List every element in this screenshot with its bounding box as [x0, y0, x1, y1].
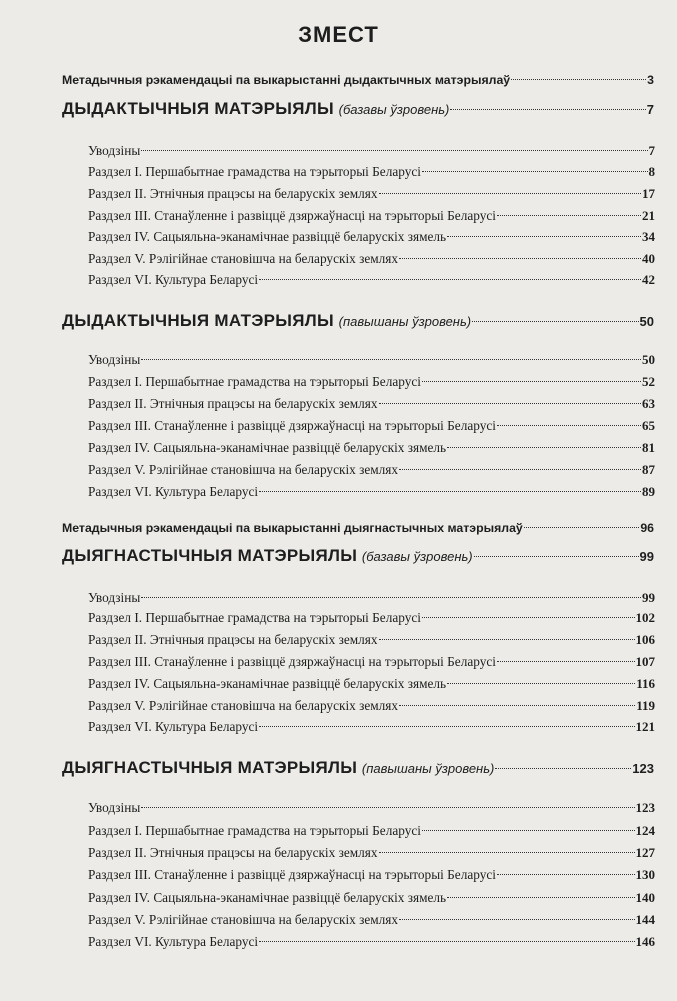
toc-entry-label: Раздзел III. Станаўленне і развіццё дзяржаўнасці на тэрыторыі Беларусі	[88, 867, 496, 882]
section-level: (базавы ўзровень)	[338, 102, 450, 117]
dot-leader	[399, 705, 635, 706]
toc-item[interactable]	[88, 934, 655, 950]
toc-page-number: 7	[646, 102, 654, 117]
toc-page-number: 106	[635, 632, 655, 647]
toc-item[interactable]	[88, 890, 655, 906]
toc-page-number: 124	[635, 823, 655, 838]
toc-page-number: 3	[647, 73, 654, 87]
toc-section-heading[interactable]	[62, 99, 654, 119]
toc-entry-label: Раздзел II. Этнічныя працэсы на беларускіх землях	[88, 845, 378, 860]
toc-item[interactable]	[88, 698, 655, 714]
dot-leader	[422, 830, 635, 831]
dot-leader	[399, 258, 641, 259]
toc-entry-label: Раздзел I. Першабытнае грамадства на тэрыторыі Беларусі	[88, 164, 421, 179]
toc-page-number: 123	[635, 800, 655, 815]
toc-entry-label: Раздзел VI. Культура Беларусі	[88, 934, 259, 949]
dot-leader	[497, 215, 641, 216]
toc-item[interactable]	[88, 632, 655, 648]
toc-section-heading[interactable]	[62, 758, 654, 778]
toc-page-number: 102	[635, 610, 655, 625]
toc-page-number: 130	[635, 867, 655, 882]
dot-leader	[447, 447, 641, 448]
section-heading-label	[62, 311, 471, 331]
dot-leader	[379, 639, 635, 640]
toc-page-number: 65	[642, 418, 655, 433]
toc-item[interactable]	[88, 418, 655, 434]
toc-item[interactable]	[88, 654, 655, 670]
dot-leader	[472, 321, 638, 322]
toc-item[interactable]	[88, 396, 655, 412]
toc-page-number: 7	[648, 143, 655, 158]
toc-entry-label: Раздзел III. Станаўленне і развіццё дзяржаўнасці на тэрыторыі Беларусі	[88, 208, 496, 223]
toc-entry-label: Раздзел V. Рэлігійнае становішча на беларускіх землях	[88, 462, 399, 477]
toc-item[interactable]	[88, 143, 655, 159]
dot-leader	[141, 150, 647, 151]
toc-entry-label: Раздзел IV. Сацыяльна-эканамічнае развіццё беларускіх зямель	[88, 890, 447, 905]
section-level: (павышаны ўзровень)	[338, 314, 472, 329]
section-level: (павышаны ўзровень)	[361, 761, 495, 776]
toc-entry-label: Уводзіны	[88, 143, 141, 158]
dot-leader	[447, 897, 634, 898]
dot-leader	[379, 193, 641, 194]
toc-item[interactable]	[88, 440, 655, 456]
toc-entry-label: Раздзел IV. Сацыяльна-эканамічнае развіццё беларускіх зямель	[88, 440, 447, 455]
toc-item[interactable]	[88, 610, 655, 626]
toc-page-number: 144	[635, 912, 655, 927]
toc-item[interactable]	[88, 208, 655, 224]
toc-entry-label: Метадычныя рэкамендацыі па выкарыстанні дыдактычных матэрыялаў	[62, 73, 511, 87]
toc-entry-label: Раздзел II. Этнічныя працэсы на беларускіх землях	[88, 186, 378, 201]
toc-entry-label: Раздзел V. Рэлігійнае становішча на беларускіх землях	[88, 912, 399, 927]
toc-entry-label: Метадычныя рэкамендацыі па выкарыстанні дыягнастычных матэрыялаў	[62, 521, 523, 535]
section-title: ДЫДАКТЫЧНЫЯ МАТЭРЫЯЛЫ	[62, 99, 334, 118]
section-heading-label	[62, 758, 494, 778]
dot-leader	[447, 236, 641, 237]
dot-leader	[141, 359, 641, 360]
toc-entry-label: Раздзел II. Этнічныя працэсы на беларускіх землях	[88, 632, 378, 647]
toc-entry-label: Раздзел VI. Культура Беларусі	[88, 719, 259, 734]
dot-leader	[497, 425, 641, 426]
toc-entry-label: Раздзел I. Першабытнае грамадства на тэрыторыі Беларусі	[88, 823, 421, 838]
toc-page-number: 87	[642, 462, 655, 477]
toc-entry-label: Уводзіны	[88, 352, 141, 367]
toc-item[interactable]	[88, 251, 655, 267]
toc-page-number: 121	[635, 719, 655, 734]
dot-leader	[259, 726, 634, 727]
toc-item[interactable]	[88, 719, 655, 735]
toc-method-entry[interactable]	[62, 521, 654, 535]
dot-leader	[141, 807, 634, 808]
toc-page-number: 42	[642, 272, 655, 287]
toc-entry-label: Раздзел III. Станаўленне і развіццё дзяржаўнасці на тэрыторыі Беларусі	[88, 418, 496, 433]
toc-item[interactable]	[88, 912, 655, 928]
section-title: ДЫДАКТЫЧНЫЯ МАТЭРЫЯЛЫ	[62, 311, 334, 330]
dot-leader	[497, 661, 635, 662]
toc-page-number: 17	[642, 186, 655, 201]
dot-leader	[399, 469, 641, 470]
toc-method-entry[interactable]	[62, 73, 654, 87]
dot-leader	[511, 79, 646, 80]
toc-item[interactable]	[88, 590, 655, 606]
toc-page-number: 89	[642, 484, 655, 499]
dot-leader	[474, 556, 639, 557]
dot-leader	[259, 279, 641, 280]
toc-item[interactable]	[88, 462, 655, 478]
toc-entry-label: Раздзел I. Першабытнае грамадства на тэрыторыі Беларусі	[88, 610, 421, 625]
toc-entry-label: Раздзел VI. Культура Беларусі	[88, 484, 259, 499]
toc-page-number: 127	[635, 845, 655, 860]
dot-leader	[399, 919, 634, 920]
toc-page-number: 146	[635, 934, 655, 949]
toc-page-number: 40	[642, 251, 655, 266]
toc-page-number: 99	[639, 549, 654, 564]
toc-page-number: 52	[642, 374, 655, 389]
dot-leader	[495, 768, 631, 769]
dot-leader	[524, 527, 640, 528]
toc-page-number: 81	[642, 440, 655, 455]
toc-item[interactable]	[88, 374, 655, 390]
dot-leader	[379, 852, 635, 853]
dot-leader	[447, 683, 635, 684]
toc-entry-label: Раздзел IV. Сацыяльна-эканамічнае развіццё беларускіх зямель	[88, 676, 447, 691]
section-title: ДЫЯГНАСТЫЧНЫЯ МАТЭРЫЯЛЫ	[62, 546, 358, 565]
toc-item[interactable]	[88, 186, 655, 202]
toc-entry-label: Раздзел II. Этнічныя працэсы на беларускіх землях	[88, 396, 378, 411]
toc-page-number: 116	[636, 676, 655, 691]
dot-leader	[422, 171, 648, 172]
dot-leader	[259, 941, 634, 942]
toc-page-number: 21	[642, 208, 655, 223]
toc-entry-label: Раздзел IV. Сацыяльна-эканамічнае развіццё беларускіх зямель	[88, 229, 447, 244]
dot-leader	[379, 403, 641, 404]
toc-entry-label: Раздзел V. Рэлігійнае становішча на беларускіх землях	[88, 698, 399, 713]
toc-entry-label: Раздзел I. Першабытнае грамадства на тэрыторыі Беларусі	[88, 374, 421, 389]
toc-entry-label: Уводзіны	[88, 590, 141, 605]
toc-item[interactable]	[88, 352, 655, 368]
dot-leader	[259, 491, 641, 492]
toc-page-number: 107	[635, 654, 655, 669]
toc-item[interactable]	[88, 229, 655, 245]
section-title: ДЫЯГНАСТЫЧНЫЯ МАТЭРЫЯЛЫ	[62, 758, 358, 777]
toc-page-number: 8	[648, 164, 655, 179]
toc-page-number: 34	[642, 229, 655, 244]
toc-section-heading[interactable]	[62, 311, 654, 331]
toc-item[interactable]	[88, 484, 655, 500]
toc-section-heading[interactable]	[62, 546, 654, 566]
toc-page-number: 99	[642, 590, 655, 605]
toc-entry-label: Раздзел V. Рэлігійнае становішча на беларускіх землях	[88, 251, 399, 266]
toc-entry-label: Раздзел III. Станаўленне і развіццё дзяржаўнасці на тэрыторыі Беларусі	[88, 654, 496, 669]
toc-item[interactable]	[88, 800, 655, 816]
dot-leader	[422, 617, 635, 618]
toc-item[interactable]	[88, 823, 655, 839]
toc-page-number: 96	[640, 521, 654, 535]
toc-item[interactable]	[88, 867, 655, 883]
section-heading-label	[62, 99, 449, 119]
toc-entry-label: Уводзіны	[88, 800, 141, 815]
toc-item[interactable]	[88, 845, 655, 861]
toc-page-number: 50	[639, 314, 654, 329]
section-level: (базавы ўзровень)	[361, 549, 473, 564]
toc-entry-label: Раздзел VI. Культура Беларусі	[88, 272, 259, 287]
toc-item[interactable]	[88, 676, 655, 692]
toc-page-number: 140	[635, 890, 655, 905]
dot-leader	[422, 381, 641, 382]
toc-page-number: 119	[636, 698, 655, 713]
toc-page-number: 63	[642, 396, 655, 411]
toc-page-number: 123	[632, 761, 654, 776]
toc-item[interactable]	[88, 272, 655, 288]
dot-leader	[497, 874, 635, 875]
section-heading-label	[62, 546, 473, 566]
toc-page-number: 50	[642, 352, 655, 367]
toc-item[interactable]	[88, 164, 655, 180]
dot-leader	[141, 597, 641, 598]
page-title: ЗМЕСТ	[298, 22, 379, 47]
dot-leader	[450, 109, 645, 110]
